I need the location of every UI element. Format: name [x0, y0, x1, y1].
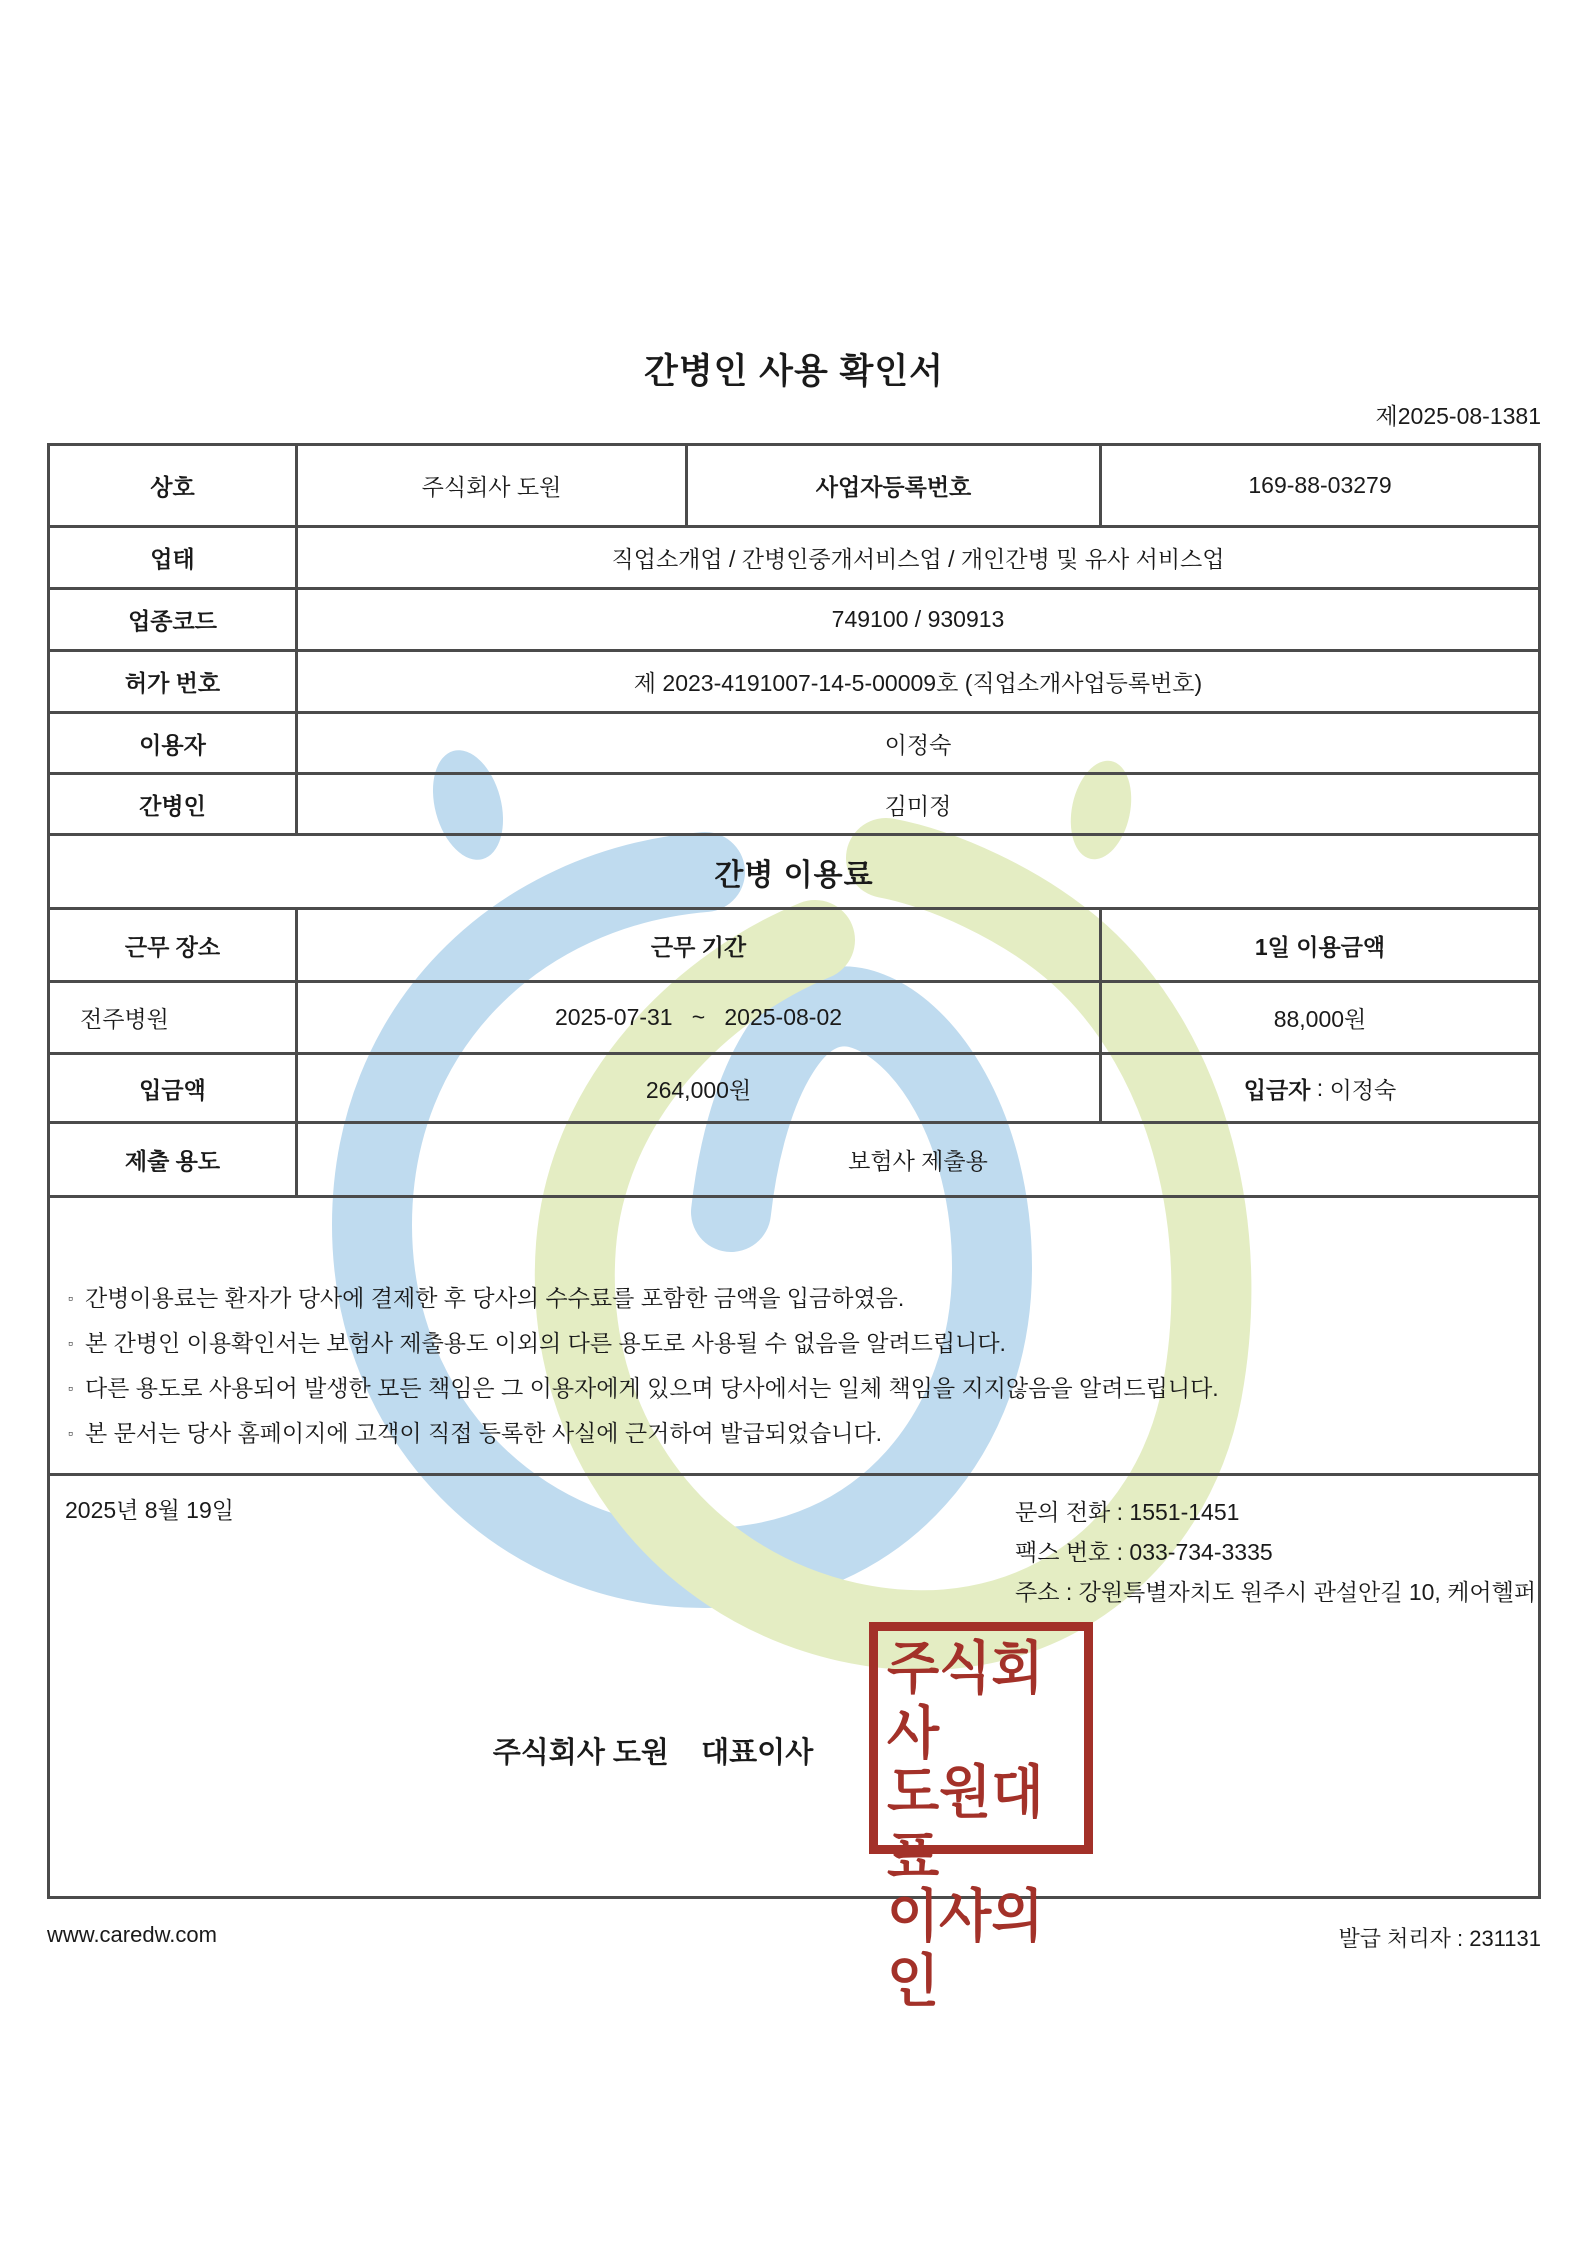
row-work-header — [50, 907, 1538, 980]
row-business-type — [50, 525, 1538, 587]
business-reg-value: 169-88-03279 — [1099, 446, 1538, 525]
work-period-header: 근무 기간 — [295, 910, 1099, 980]
company-name-label: 상호 — [150, 474, 195, 500]
row-permit-number — [50, 649, 1538, 711]
row-deposit — [50, 1052, 1538, 1121]
caregiver-value: 김미정 — [295, 775, 1538, 833]
footer-website: www.caredw.com — [47, 1922, 217, 1947]
company-signature-line: 주식회사 도원 대표이사 — [492, 1737, 814, 1769]
contact-address: 주소 : 강원특별자치도 원주시 관설안길 10, 케어헬퍼 — [1015, 1579, 1537, 1605]
row-user — [50, 711, 1538, 772]
contact-phone: 문의 전화 : 1551-1451 — [1015, 1499, 1240, 1525]
work-period-value: 2025-07-31 ~ 2025-08-02 — [295, 983, 1099, 1052]
industry-code-label: 업종코드 — [128, 608, 217, 634]
square-bullet-icon: ▫ — [68, 1380, 73, 1396]
document-number: 제2025-08-1381 — [1375, 403, 1541, 429]
list-item — [68, 1421, 1518, 1446]
row-industry-code — [50, 587, 1538, 649]
page-title: 간병인 사용 확인서 — [644, 352, 944, 391]
company-name-value: 주식회사 도원 — [295, 446, 685, 525]
square-bullet-icon: ▫ — [68, 1290, 73, 1306]
business-type-label: 업태 — [150, 546, 195, 572]
row-company — [50, 446, 1538, 525]
contact-info — [1015, 1492, 1536, 1612]
row-work-data — [50, 980, 1538, 1052]
contact-fax: 팩스 번호 : 033-734-3335 — [1015, 1539, 1273, 1565]
issue-date: 2025년 8월 19일 — [65, 1497, 234, 1523]
caregiver-label: 간병인 — [139, 792, 206, 819]
work-place-header: 근무 장소 — [124, 933, 221, 960]
row-purpose — [50, 1121, 1538, 1195]
industry-code-value: 749100 / 930913 — [295, 590, 1538, 649]
depositor-label: 입금자 — [1243, 1076, 1311, 1103]
corporate-seal-stamp-icon — [869, 1622, 1093, 2014]
seal-row: 주식회사 — [887, 1636, 1044, 1766]
row-notes — [50, 1195, 1538, 1473]
list-item — [68, 1286, 1518, 1311]
depositor-value: 이정숙 — [1329, 1076, 1397, 1103]
permit-number-label: 허가 번호 — [124, 670, 221, 696]
row-fee-section-title — [50, 833, 1538, 907]
row-caregiver — [50, 772, 1538, 833]
note-text: 간병이용료는 환자가 당사에 결제한 후 당사의 수수료를 포함한 금액을 입금하였음. — [84, 1285, 905, 1311]
list-item — [68, 1376, 1518, 1401]
business-type-value: 직업소개업 / 간병인중개서비스업 / 개인간병 및 유사 서비스업 — [295, 528, 1538, 587]
depositor-cell — [1099, 1055, 1538, 1121]
main-table — [47, 443, 1541, 1899]
square-bullet-icon: ▫ — [68, 1335, 73, 1351]
note-text: 다른 용도로 사용되어 발생한 모든 책임은 그 이용자에게 있으며 당사에서는 일체 책임을 지지않음을 알려드립니다. — [84, 1375, 1219, 1401]
seal-row: 도원대표 — [887, 1760, 1044, 1890]
purpose-label: 제출 용도 — [124, 1148, 221, 1174]
deposit-label: 입금액 — [139, 1076, 206, 1103]
work-place-value: 전주병원 — [80, 1006, 169, 1032]
footer-issuer: 발급 처리자 : 231131 — [1338, 1926, 1541, 1951]
user-label: 이용자 — [139, 731, 206, 758]
notes-list — [50, 1198, 1538, 1473]
depositor-separator: : — [1310, 1074, 1330, 1101]
business-reg-label: 사업자등록번호 — [685, 446, 1099, 525]
fee-section-title: 간병 이용료 — [714, 858, 874, 892]
daily-fee-value: 88,000원 — [1099, 983, 1538, 1052]
square-bullet-icon: ▫ — [68, 1425, 73, 1441]
daily-fee-header: 1일 이용금액 — [1099, 910, 1538, 980]
purpose-value: 보험사 제출용 — [295, 1124, 1538, 1195]
permit-number-value: 제 2023-4191007-14-5-00009호 (직업소개사업등록번호) — [295, 652, 1538, 711]
user-value: 이정숙 — [295, 714, 1538, 772]
note-text: 본 문서는 당사 홈페이지에 고객이 직접 등록한 사실에 근거하여 발급되었습니다. — [84, 1420, 883, 1446]
deposit-value: 264,000원 — [295, 1055, 1099, 1121]
note-text: 본 간병인 이용확인서는 보험사 제출용도 이외의 다른 용도로 사용될 수 없음을 알려드립니다. — [84, 1330, 1006, 1356]
seal-row: 이사의인 — [887, 1884, 1044, 2014]
list-item — [68, 1331, 1518, 1356]
